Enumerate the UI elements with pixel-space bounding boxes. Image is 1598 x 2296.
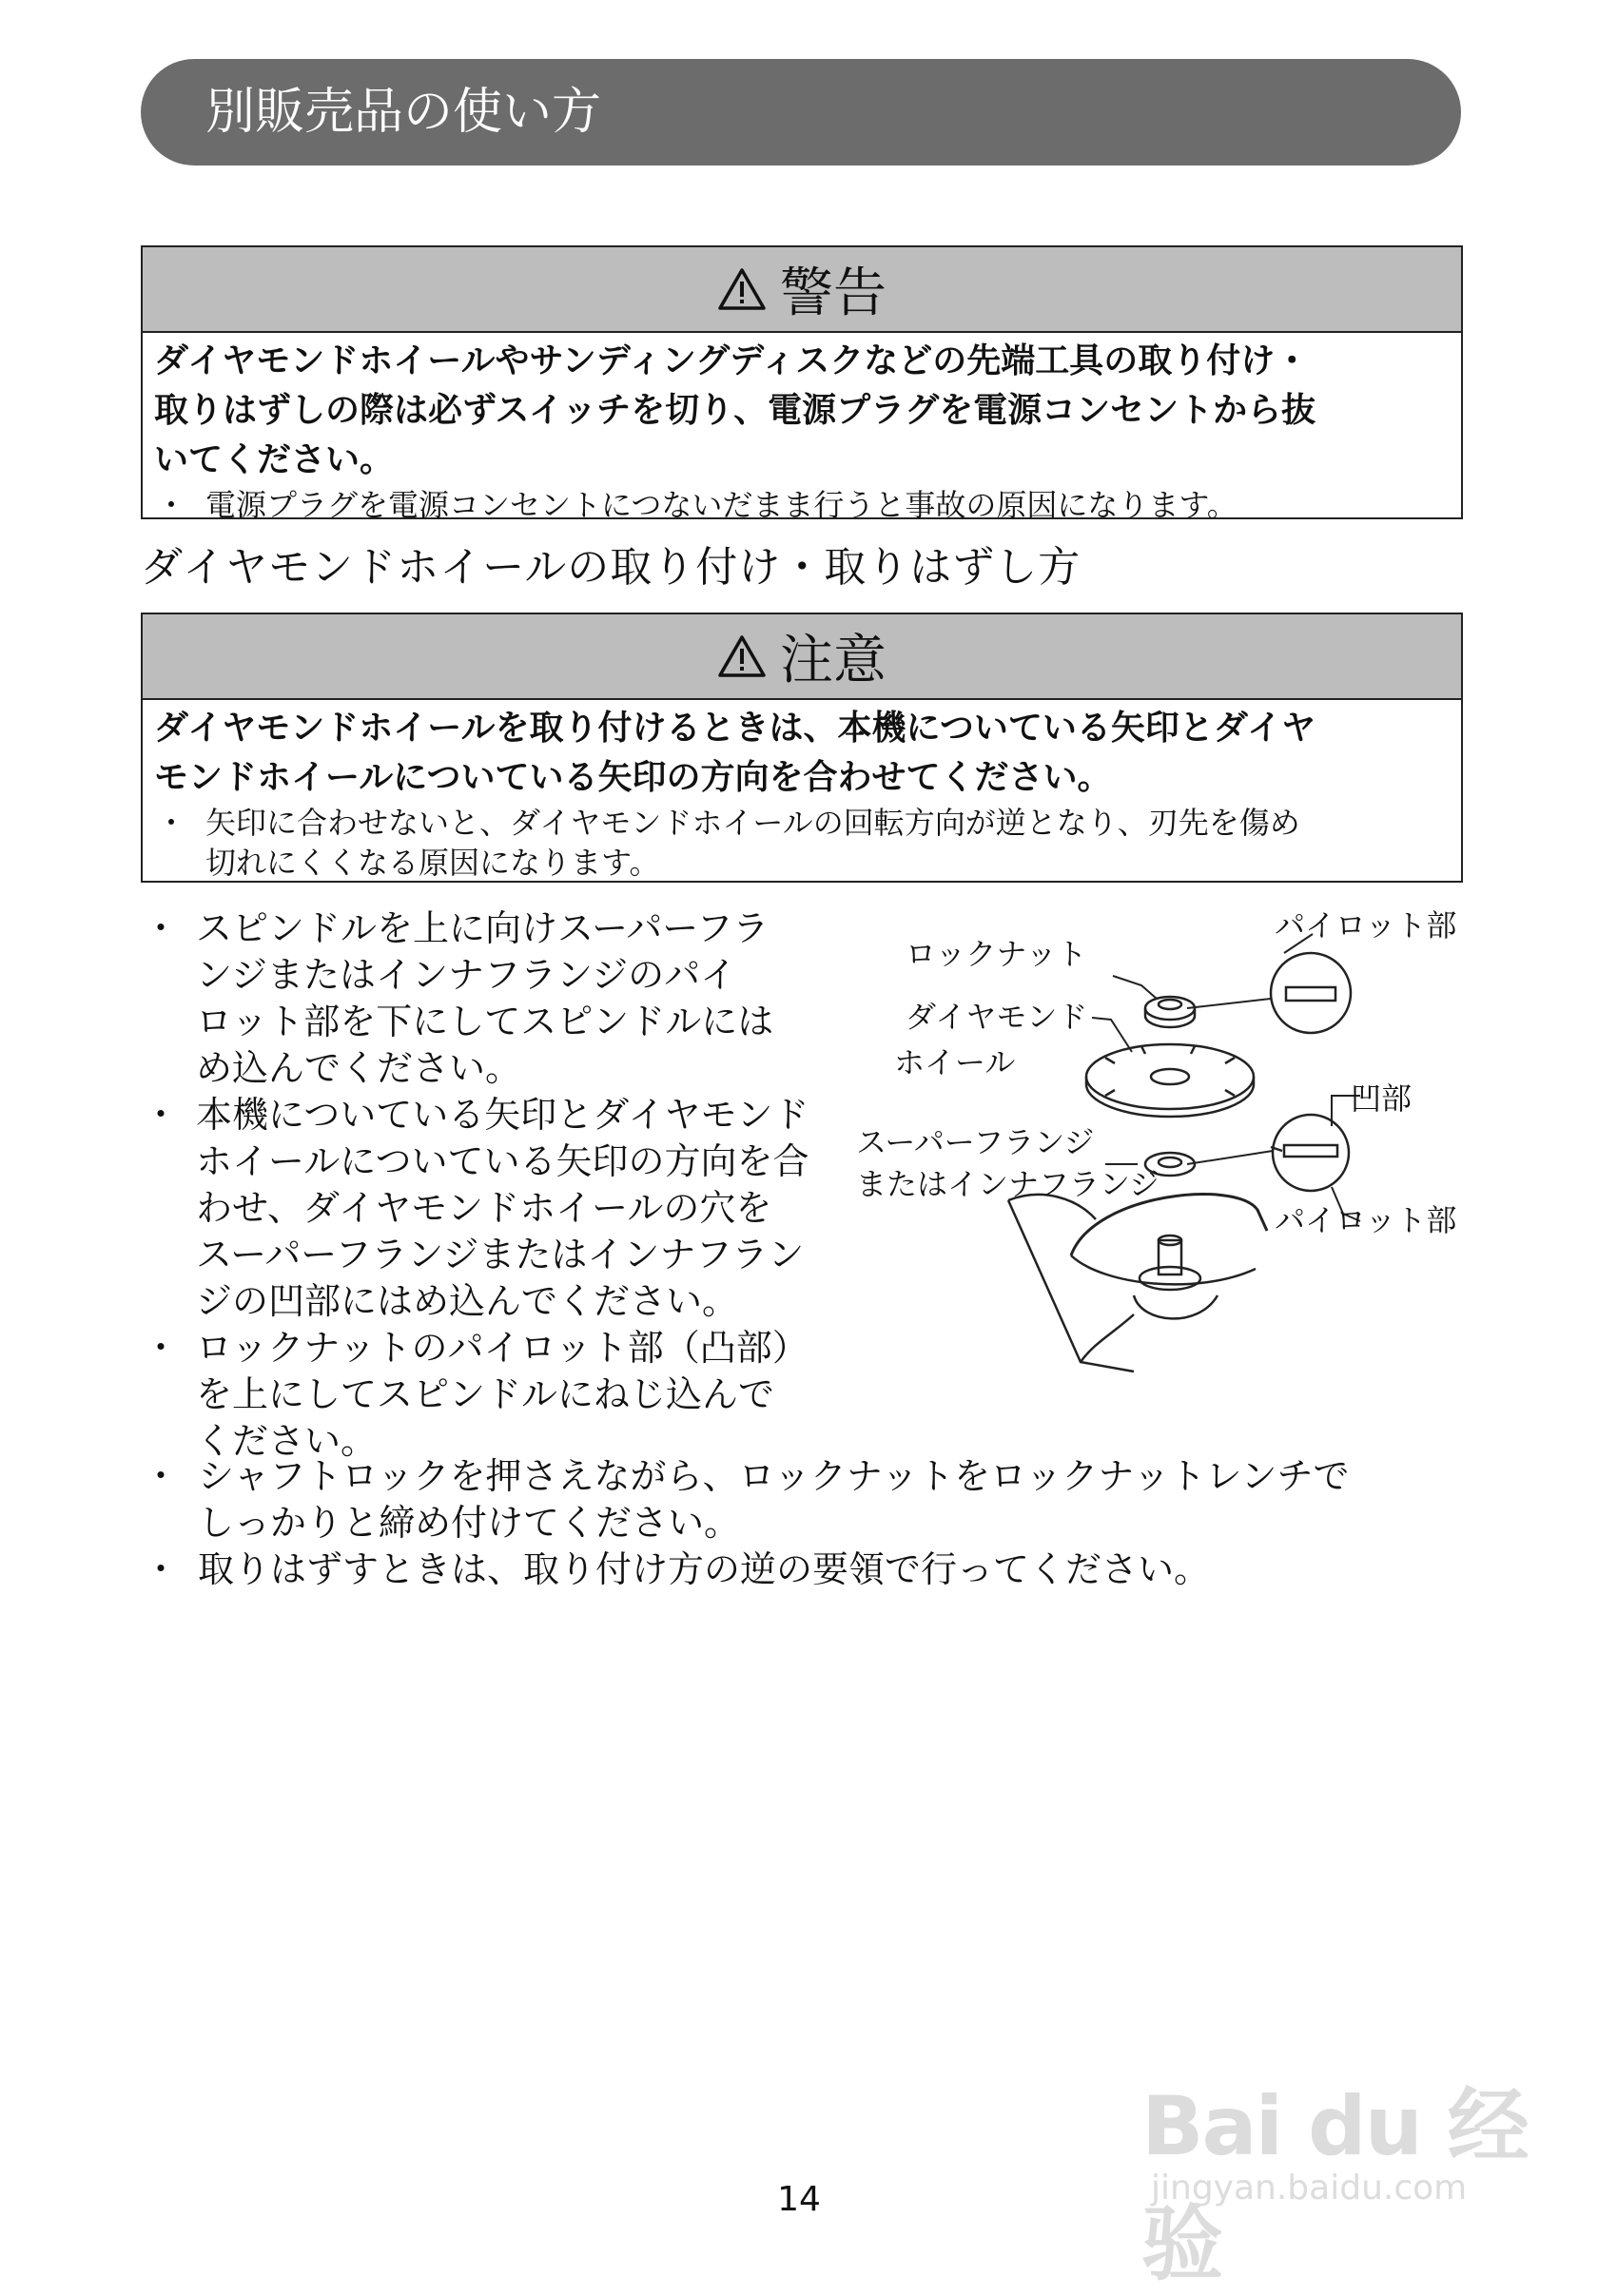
step-line: ンジまたはインナフランジのパイ xyxy=(196,954,737,996)
caution-triangle-icon xyxy=(717,634,767,678)
assembly-diagram xyxy=(856,896,1474,1429)
step-line: ロックナットのパイロット部（凸部） xyxy=(196,1327,809,1369)
step-line: ジの凹部にはめ込んでください。 xyxy=(196,1280,739,1322)
section-title: 別販売品の使い方 xyxy=(205,84,602,141)
step-line: シャフトロックを押さえながら、ロックナットをロックナットレンチで xyxy=(198,1455,1350,1497)
step-line: しっかりと締め付けてください。 xyxy=(198,1502,741,1544)
bullet-mark: ・ xyxy=(156,487,187,523)
caution-note-line: 矢印に合わせないと、ダイヤモンドホイールの回転方向が逆となり、刃先を傷め xyxy=(205,805,1300,841)
wheel-guard-shape xyxy=(1071,1195,1267,1255)
step-line: スピンドルを上に向けスーパーフラ xyxy=(196,907,770,949)
step-item xyxy=(141,1092,864,1325)
pilot-bottom-label: パイロット部 xyxy=(1275,1202,1457,1238)
super-flange-label-line2: またはインナフランジ xyxy=(856,1166,1160,1202)
section-header-bar xyxy=(141,59,1461,165)
diamond-wheel-shape xyxy=(1086,1044,1254,1109)
step-item xyxy=(141,1453,1472,1547)
warning-line: いてください。 xyxy=(154,440,395,479)
warning-line: ダイヤモンドホイールやサンディングディスクなどの先端工具の取り付け・ xyxy=(154,341,1310,380)
caution-note xyxy=(143,803,1461,890)
caution-main-text xyxy=(143,700,1461,803)
bullet-mark: ・ xyxy=(143,1548,180,1590)
warning-note-text: 電源プラグを電源コンセントにつないだまま行うと事故の原因になります。 xyxy=(205,487,1237,523)
warning-box xyxy=(141,245,1463,523)
recess-label: 凹部 xyxy=(1351,1080,1413,1117)
caution-heading: 注意 xyxy=(780,630,887,691)
step-line: わせ、ダイヤモンドホイールの穴を xyxy=(196,1187,772,1229)
bullet-mark: ・ xyxy=(143,907,180,949)
warning-note xyxy=(143,485,1461,533)
steps-list-left xyxy=(141,905,864,1465)
warning-heading: 警告 xyxy=(780,263,887,324)
diamond-wheel-label-line1: ダイヤモンド xyxy=(906,999,1088,1035)
warning-main-text xyxy=(143,333,1461,485)
warning-triangle-icon xyxy=(717,267,767,311)
super-flange-label-line1: スーパーフランジ xyxy=(856,1124,1095,1160)
step-item xyxy=(141,905,864,1092)
bullet-mark: ・ xyxy=(143,1094,180,1136)
spindle-shape xyxy=(1140,1267,1200,1290)
bullet-mark: ・ xyxy=(143,1455,180,1497)
step-line: め込んでください。 xyxy=(196,1047,522,1089)
step-line: スーパーフランジまたはインナフラン xyxy=(196,1234,805,1275)
baidu-watermark xyxy=(1141,2026,1541,2292)
step-item xyxy=(141,1547,1472,1593)
lock-nut-label: ロックナット xyxy=(906,936,1087,972)
assembly-illustration xyxy=(856,896,1474,1429)
subsection-title: ダイヤモンドホイールの取り付け・取りはずし方 xyxy=(141,543,1082,592)
step-line: を上にしてスピンドルにねじ込んで xyxy=(196,1373,775,1415)
step-line: 取りはずすときは、取り付け方の逆の要領で行ってください。 xyxy=(198,1548,1211,1590)
warning-line: 取りはずしの際は必ずスイッチを切り、電源プラグを電源コンセントから抜 xyxy=(154,391,1316,430)
diamond-wheel-label-line2: ホイール xyxy=(894,1044,1016,1080)
step-line: ロット部を下にしてスピンドルには xyxy=(196,1001,774,1042)
caution-note-line: 切れにくくなる原因になります。 xyxy=(205,845,660,881)
bullet-mark: ・ xyxy=(143,1327,180,1369)
bullet-mark: ・ xyxy=(156,805,187,841)
warning-header xyxy=(143,247,1461,333)
step-line: 本機についている矢印とダイヤモンド xyxy=(196,1094,809,1136)
watermark-main-text: Bai du 经验 xyxy=(1141,2079,1528,2292)
watermark-url-text: jingyan.baidu.com xyxy=(1151,2169,1468,2208)
step-item xyxy=(141,1325,864,1465)
caution-line: モンドホイールについている矢印の方向を合わせてください。 xyxy=(154,758,1112,797)
caution-line: ダイヤモンドホイールを取り付けるときは、本機についている矢印とダイヤ xyxy=(154,709,1316,748)
pilot-top-label: パイロット部 xyxy=(1275,907,1457,944)
steps-list-full xyxy=(141,1453,1472,1593)
page-number: 14 xyxy=(777,2180,821,2219)
step-line: ください。 xyxy=(196,1420,378,1462)
step-line: ホイールについている矢印の方向を合 xyxy=(196,1140,809,1182)
caution-box xyxy=(141,613,1463,883)
caution-header xyxy=(143,614,1461,700)
